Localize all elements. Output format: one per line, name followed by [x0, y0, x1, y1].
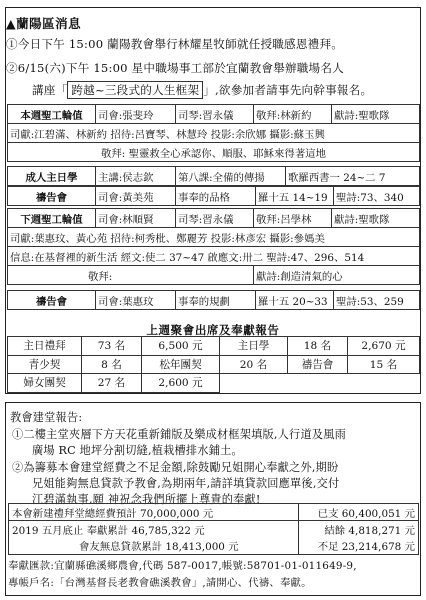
this-week-heading: 本週聖工輪值	[8, 105, 96, 124]
prayer-meeting-table	[7, 186, 420, 206]
report-cell-empty	[288, 374, 348, 393]
table-row	[8, 291, 420, 310]
next-prayer-topic: 事奉的規劃	[176, 291, 256, 310]
table-row	[8, 337, 420, 356]
report-cell: 27 名	[82, 374, 142, 393]
this-week-presider: 司會:張斐玲	[96, 105, 176, 124]
report-cell: 20 名	[220, 355, 288, 374]
next-week-worship: 敬拜:呂學林	[254, 209, 332, 228]
this-week-roles: 司獻:江碧滿、林新約 招待:呂寶琴、林慧玲 投影:余欣娜 攝影:蘇玉興	[8, 124, 420, 143]
this-week-table	[7, 104, 420, 162]
attendance-report-table	[7, 336, 420, 393]
lecture-label: 講座「	[32, 83, 68, 97]
this-week-worship: 敬拜:林新約	[254, 105, 332, 124]
building-fund-table	[8, 503, 419, 555]
attendance-report-title: 上週聚會出席及奉獻報告	[146, 323, 280, 337]
adult-school-heading: 成人主日學	[8, 167, 96, 186]
next-prayer-hymns: 聖詩:53、259	[334, 291, 420, 310]
news-item-2: ②6/15(六)下午 15:00 星中職場事工部於宜蘭教會舉辦職場名人	[6, 61, 344, 75]
building-report-title: 教會建堂報告:	[10, 411, 83, 424]
fund-loan-total: 會友無息貸款累計 18,413,000 元	[9, 538, 299, 555]
report-cell: 松年團契	[142, 355, 220, 374]
report-cell: 18 名	[288, 337, 348, 356]
news-item-2-cont	[32, 82, 372, 98]
next-prayer-heading: 禱告會	[8, 291, 96, 310]
report-cell: 2,670 元	[348, 337, 420, 356]
next-prayer-presider: 司會:葉惠玟	[96, 291, 176, 310]
fund-balance: 結餘 4,818,271 元	[299, 521, 419, 538]
next-week-praise: 敬拜:	[8, 266, 254, 285]
next-week-heading: 下週聖工輪值	[8, 209, 96, 228]
news-item-1: ①今日下午 15:00 蘭陽教會舉行林耀星牧師就任授職感恩禮拜。	[6, 37, 344, 51]
prayer-topic: 事奉的品格	[176, 187, 256, 206]
report-cell: 婦女團契	[8, 374, 82, 393]
fund-total-budget: 本會新建禮拜堂總經費預計 70,000,000 元	[9, 504, 299, 521]
table-row	[8, 187, 420, 206]
report-cell: 15 名	[348, 355, 420, 374]
table-row	[8, 209, 420, 228]
report-cell: 2,600 元	[142, 374, 220, 393]
table-row	[9, 521, 419, 538]
next-week-special-song: 獻詩:創造清氣的心	[254, 266, 420, 285]
adult-school-lesson: 第八課:全備的傳揚	[176, 167, 286, 186]
table-row	[8, 266, 420, 285]
next-week-organist: 司琴:習永儀	[176, 209, 254, 228]
prayer-scripture: 羅十五 14~19	[256, 187, 334, 206]
report-cell: 73 名	[82, 337, 142, 356]
table-row	[9, 504, 419, 521]
next-prayer-meeting-table	[7, 290, 420, 310]
adult-school-table	[7, 166, 420, 186]
table-row	[8, 228, 420, 247]
table-row	[8, 124, 420, 143]
table-row	[8, 355, 420, 374]
building-line-5: 江碧滿執事,願 神祝念我們所擺上尊貴的奉獻!	[32, 493, 261, 506]
news-title: ▲蘭陽區消息	[6, 16, 82, 31]
building-line-4: 兄姐能夠無息貸款予教會,為期兩年,請詳填貸款回應單後,交付	[32, 477, 340, 490]
report-cell: 主日禮拜	[8, 337, 82, 356]
report-cell: 8 名	[82, 355, 142, 374]
this-week-songs: 敬拜: 聖靈救全心承認你、順服、耶穌來得著這地	[8, 143, 420, 162]
next-week-table	[7, 208, 420, 285]
report-cell-empty	[348, 374, 420, 393]
lecture-title: 跨越~三段式的人生框架	[67, 81, 203, 99]
next-week-choir: 獻詩:聖歌隊	[332, 209, 420, 228]
fund-offering-total: 2019 五月底止 奉獻累計 46,785,322 元	[9, 521, 299, 538]
next-week-message: 信息:在基督裡的新生活 經文:使二 37~47 啟應文:卅二 聖詩:47、296、514	[8, 247, 420, 266]
fund-spent: 已支 60,400,051 元	[299, 504, 419, 521]
this-week-choir: 獻詩:聖歌隊	[332, 105, 420, 124]
table-row	[8, 143, 420, 162]
adult-school-speaker: 主講:侯志欽	[96, 167, 176, 186]
table-row	[8, 167, 420, 186]
building-line-2: 廣場 RC 地坪分割切縫,植栽槽排水鋪土。	[32, 444, 243, 457]
report-cell: 青少契	[8, 355, 82, 374]
building-line-1: ①二樓主堂夾層下方天花重新鋪版及樂成材框架填版,人行道及風雨	[12, 428, 346, 441]
table-row	[8, 105, 420, 124]
prayer-hymns: 聖詩:73、340	[334, 187, 420, 206]
prayer-presider: 司會:黃美苑	[96, 187, 176, 206]
fund-shortfall: 不足 23,214,678 元	[299, 538, 419, 555]
table-row	[9, 538, 419, 555]
bank-info-line-2: 專帳戶名:「台灣基督長老教會礁溪教會」,請開心、代禱、奉獻。	[8, 577, 312, 589]
table-row	[8, 374, 420, 393]
next-week-presider: 司會:林順賢	[96, 209, 176, 228]
next-week-roles: 司獻:葉惠玟、黃心苑 招待:柯秀枇、鄭麗芳 投影:林彥宏 攝影:參媽美	[8, 228, 420, 247]
prayer-heading: 禱告會	[8, 187, 96, 206]
bank-info-line-1: 奉獻匯款:宜蘭縣礁溪鄉農會,代碼 587-0017,帳號:58701-01-011649-9,	[8, 560, 357, 572]
this-week-organist: 司琴:習永儀	[176, 105, 254, 124]
report-cell-empty	[220, 374, 288, 393]
report-cell: 主日學	[220, 337, 288, 356]
report-cell: 禱告會	[288, 355, 348, 374]
table-row	[8, 247, 420, 266]
lecture-note: 」,欲參加者請事先向幹事報名。	[203, 83, 373, 97]
next-prayer-scripture: 羅十五 20~33	[256, 291, 334, 310]
adult-school-scripture: 歌羅西書一 24~二 7	[286, 167, 420, 186]
building-line-3: ②為籌募本會建堂經費之不足金額,除鼓勵兄姐開心奉獻之外,期盼	[12, 461, 339, 474]
report-cell: 6,500 元	[142, 337, 220, 356]
